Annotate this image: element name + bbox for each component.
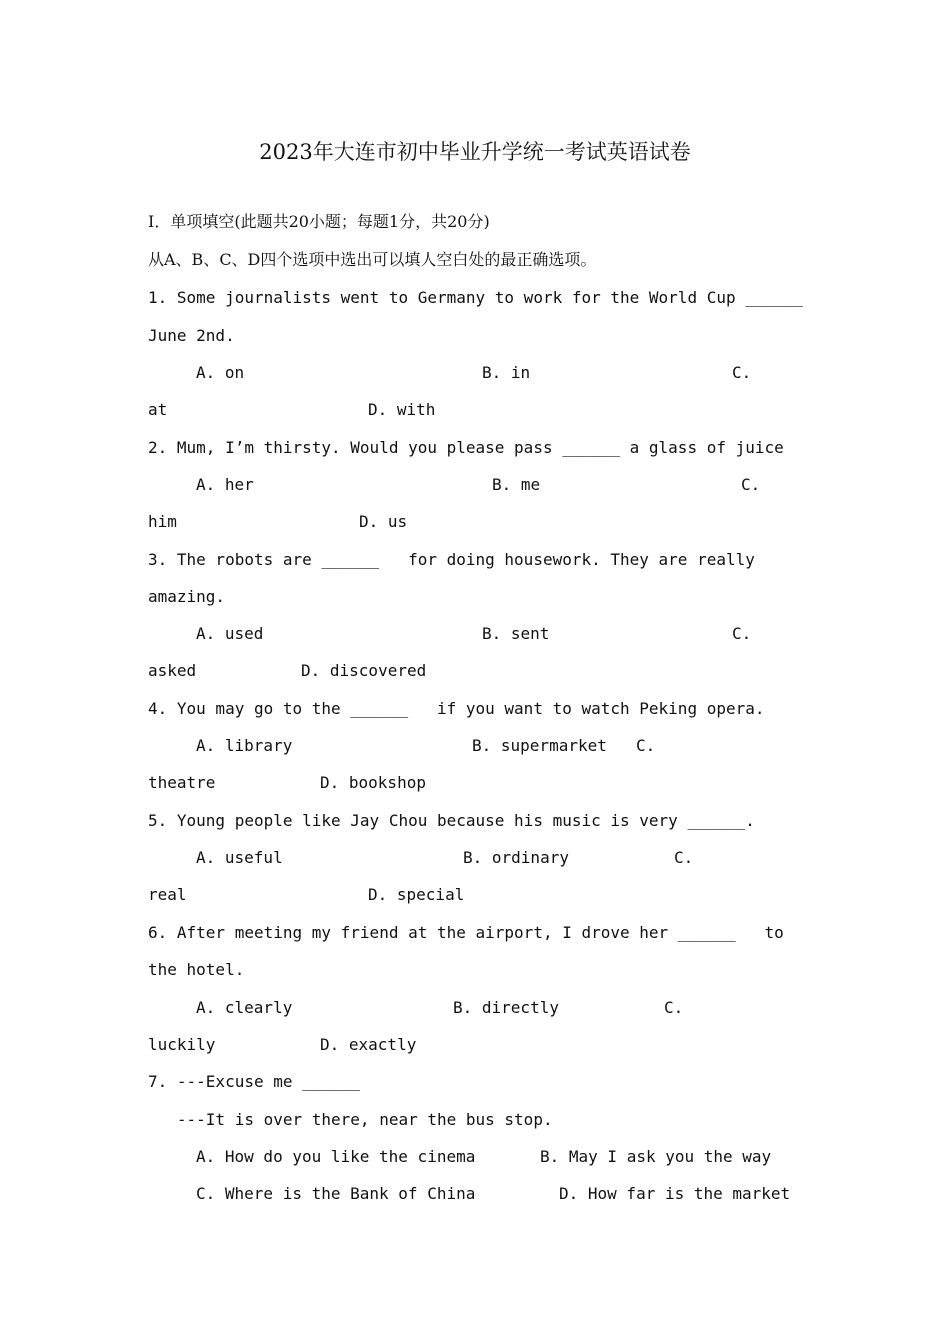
question-1-option-c-label: C. xyxy=(732,363,752,382)
question-5-option-a: A. useful xyxy=(196,848,283,867)
question-3-stem: 3. The robots are ______ for doing housework. They are really xyxy=(148,550,755,569)
question-7-option-b: B. May I ask you the way xyxy=(540,1147,772,1166)
question-1-option-a: A. on xyxy=(196,363,245,382)
question-3-option-a: A. used xyxy=(196,624,264,643)
question-1-option-b: B. in xyxy=(482,363,531,382)
question-6-option-a: A. clearly xyxy=(196,998,293,1017)
question-5-option-c-label: C. xyxy=(674,848,694,867)
question-7-option-c: C. Where is the Bank of China xyxy=(196,1184,476,1203)
question-6-stem-cont: the hotel. xyxy=(148,960,245,979)
question-6-option-b: B. directly xyxy=(453,998,559,1017)
question-4-option-a: A. library xyxy=(196,736,293,755)
question-6-stem: 6. After meeting my friend at the airport, I drove her ______ to xyxy=(148,923,784,942)
question-1-stem-cont: June 2nd. xyxy=(148,326,235,345)
question-2-option-d: D. us xyxy=(359,512,408,531)
question-7-option-d: D. How far is the market xyxy=(559,1184,791,1203)
question-2-option-c-label: C. xyxy=(741,475,761,494)
question-6-option-d: D. exactly xyxy=(320,1035,417,1054)
question-1-option-d: D. with xyxy=(368,400,436,419)
question-5-option-c-text: real xyxy=(148,885,187,904)
question-6-option-c-text: luckily xyxy=(148,1035,216,1054)
question-1-stem: 1. Some journalists went to Germany to work for the World Cup ______ xyxy=(148,288,804,307)
question-4-option-d: D. bookshop xyxy=(320,773,426,792)
question-5-option-b: B. ordinary xyxy=(463,848,569,867)
question-1-option-c-text: at xyxy=(148,400,168,419)
question-4-option-c-text: theatre xyxy=(148,773,216,792)
question-4-option-c-label: C. xyxy=(636,736,656,755)
question-3-option-c-label: C. xyxy=(732,624,752,643)
question-2-option-a: A. her xyxy=(196,475,254,494)
question-7-reply: ---It is over there, near the bus stop. xyxy=(148,1110,553,1129)
question-3-option-c-text: asked xyxy=(148,661,197,680)
question-7-option-a: A. How do you like the cinema xyxy=(196,1147,476,1166)
question-2-stem: 2. Mum, I’m thirsty. Would you please pass ______ a glass of juice xyxy=(148,438,784,457)
question-2-option-c-text: him xyxy=(148,512,177,531)
question-3-option-d: D. discovered xyxy=(301,661,427,680)
question-3-stem-cont: amazing. xyxy=(148,587,226,606)
question-5-stem: 5. Young people like Jay Chou because his music is very ______. xyxy=(148,811,755,830)
question-5-option-d: D. special xyxy=(368,885,465,904)
question-2-option-b: B. me xyxy=(492,475,541,494)
exam-title: 2023年大连市初中毕业升学统一考试英语试卷 xyxy=(259,140,691,164)
question-4-option-b: B. supermarket xyxy=(472,736,607,755)
question-3-option-b: B. sent xyxy=(482,624,550,643)
question-4-stem: 4. You may go to the ______ if you want to watch Peking opera. xyxy=(148,699,765,718)
question-6-option-c-label: C. xyxy=(664,998,684,1017)
section-instruction: 从A、B、C、D四个选项中选出可以填人空白处的最正确选项。 xyxy=(148,250,597,269)
question-7-stem: 7. ---Excuse me ______ xyxy=(148,1072,360,1091)
section-heading: I．单项填空(此题共20小题；每题1分，共20分) xyxy=(148,212,490,231)
